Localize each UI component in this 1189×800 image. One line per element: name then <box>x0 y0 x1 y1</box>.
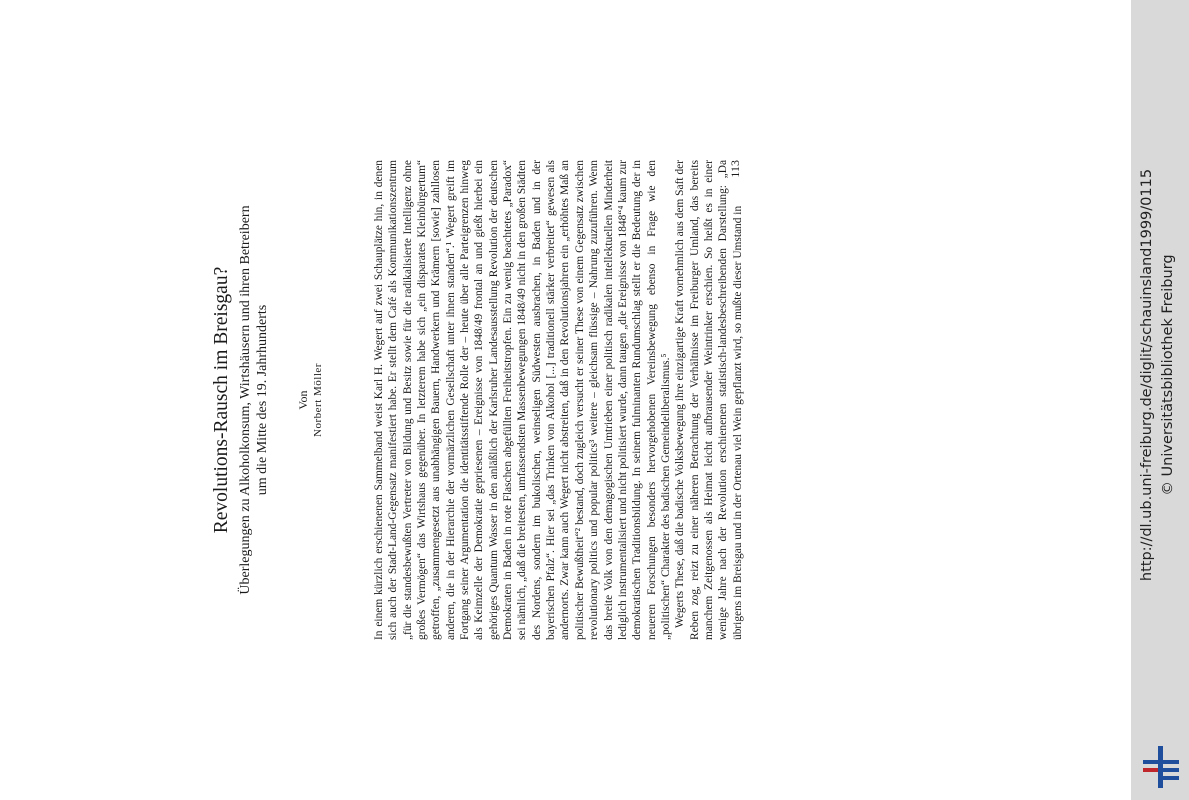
paragraph: Wegerts These, daß die badische Volksbewegung ihre einzigartige Kraft vornehmlich aus dem Saft der Reben zog, reizt zu einer näheren Betrachtung der Verhältnisse im Freiburger Umland, das bereits manchem Zeitgenossen als Heimat leicht aufbrausender Weintrinker erschien. So heißt es in einer wenige Jahre nach der Revolution erschienenen statistisch-landesbeschreibenden Darstellung: „Da übrigens im Breisgau und in der Ortenau viel Wein gepflanzt wird, so mußte dieser Umstand in <box>674 160 744 640</box>
page-title: Revolutions-Rausch im Breisgau? <box>211 266 232 534</box>
logo-bar-blue <box>1163 768 1179 772</box>
logo-bar-blue <box>1163 760 1179 764</box>
sidebar <box>1131 0 1189 800</box>
logo-bar-blue <box>1143 760 1158 764</box>
page-number: 113 <box>728 160 742 178</box>
logo-bar-red <box>1143 768 1158 772</box>
byline: Von <box>296 390 310 410</box>
copyright-notice: © Universitätsbibliothek Freiburg <box>1160 254 1176 496</box>
logo-bar-blue <box>1158 746 1163 788</box>
logo-bar-blue <box>1163 776 1179 780</box>
author-name: Norbert Möller <box>312 363 324 437</box>
page-subtitle: Überlegungen zu Alkoholkonsum, Wirtshäusern und ihren Betreibern um die Mitte des 19. Jahrhunderts <box>238 205 270 595</box>
body-text <box>372 160 745 640</box>
source-url[interactable]: http://dl.ub.uni-freiburg.de/diglit/schauinsland1999/0115 <box>1139 168 1155 582</box>
paragraph: In einem kürzlich erschienenen Sammelband weist Karl H. Wegert auf zwei Schauplätze hin, in denen sich auch der Stadt-Land-Gegensatz manifestiert habe. Er stellt dem Café als Kommunikationszentrum „für die standesbewußten Vertreter von Bildung und Besitz sowie für die radikalisierte Intelligenz ohne großes Vermögen“ das Wirtshaus gegenüber. In letzterem habe sich „ein disparates Kleinbürgertum“ getroffen, „zusammengesetzt aus unabhängigen Bauern, Handwerkern und Krämern [sowie] zahllosen anderen, die in der Hierarchie der vormärzlichen Gesellschaft unter ihnen standen“.¹ Wegert greift im Fortgang seiner Argumentation die identitätsstiftende Rolle der – heute über alle Parteigrenzen hinweg als Keimzelle der Demokratie gepriesenen – Ereignisse von 1848/49 frontal an und gießt hierbei ein gehöriges Quantum Wasser in den anläßlich der Karlsruher Landesausstellung Revolution der deutschen Demokraten in Baden in rote Flaschen abgefüllten Freiheitstropfen. Ein zu wenig beachtetes „Paradox“ sei nämlich, „daß die breitesten, umfassendsten Massenbewegungen 1848/49 nicht in den großen Städten des Nordens, sondern im bukolischen, weinseligen Südwesten ausbrachen, in Baden und in der bayerischen Pfalz“. Hier sei „das Trinken von Alkohol [...] traditionell stärker verbreitet“ gewesen als andernorts. Zwar kann auch Wegert nicht abstreiten, daß in den Revolutionsjahren ein „erhöhtes Maß an politischer Bewußtheit“² bestand, doch zugleich versucht er seiner These von einem Gegensatz zwischen revolutionary politics und popular politics³ weitere – gleichsam flüssige – Nahrung zuzuführen. Wenn das breite Volk von den demagogischen Umtrieben einer politisch radikalen intellektuellen Minderheit lediglich instrumentalisiert und nicht politisiert wurde, dann taugen „die Ereignisse von 1848“⁴ kaum zur demokratischen Traditionsbildung. In seinem fulminanten Rundumschlag stellt er die Bedeutung der in neueren Forschungen besonders hervorgehobenen Vereinsbewegung ebenso in Frage wie den „politischen“ Charakter des badischen Gemeindeliberalismus.⁵ <box>373 160 672 640</box>
document-page <box>200 160 900 640</box>
university-library-logo <box>1143 744 1179 790</box>
